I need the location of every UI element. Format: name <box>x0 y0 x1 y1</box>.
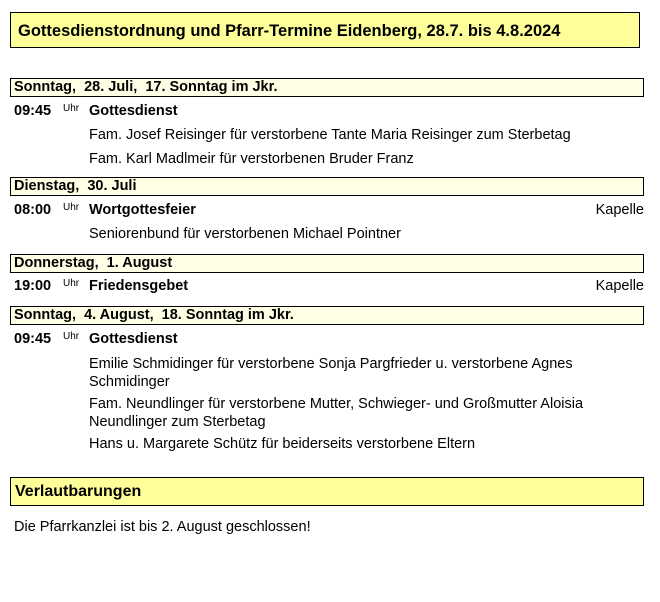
service-name: Gottesdienst <box>89 103 178 119</box>
mass-intention: Fam. Karl Madlmeir für verstorbenen Bruder Franz <box>89 151 414 167</box>
mass-intention: Fam. Neundlinger für verstorbene Mutter, Schwieger- und Großmutter Aloisia Neundlinger zum Sterbetag <box>89 396 584 430</box>
mass-intention: Hans u. Margarete Schütz für beiderseits verstorbene Eltern <box>89 436 476 452</box>
day-header-sonntag-4-august: Sonntag, 4. August, 18. Sonntag im Jkr. <box>10 306 644 325</box>
mass-intention: Fam. Josef Reisinger für verstorbene Tante Maria Reisinger zum Sterbetag <box>89 127 571 143</box>
uhr-label: Uhr <box>63 331 80 342</box>
service-location: Kapelle <box>595 278 644 294</box>
service-time: 09:45 <box>14 103 52 119</box>
mass-intention: Seniorenbund für verstorbenen Michael Pointner <box>89 226 401 242</box>
notice-text: Die Pfarrkanzlei ist bis 2. August geschlossen! <box>14 519 311 535</box>
notices-heading: Verlautbarungen <box>10 477 644 506</box>
service-name: Friedensgebet <box>89 278 189 294</box>
day-header-donnerstag-1-august: Donnerstag, 1. August <box>10 254 644 273</box>
service-name: Wortgottesfeier <box>89 202 196 218</box>
service-location: Kapelle <box>595 202 644 218</box>
day-header-sonntag-28-juli: Sonntag, 28. Juli, 17. Sonntag im Jkr. <box>10 78 644 97</box>
mass-intention: Emilie Schmidinger für verstorbene Sonja Pargfrieder u. verstorbene Agnes Schmidinger <box>89 356 573 390</box>
service-time: 09:45 <box>14 331 52 347</box>
service-name: Gottesdienst <box>89 331 178 347</box>
uhr-label: Uhr <box>63 278 80 289</box>
page-title: Gottesdienstordnung und Pfarr-Termine Eidenberg, 28.7. bis 4.8.2024 <box>10 12 640 48</box>
service-time: 08:00 <box>14 202 52 218</box>
uhr-label: Uhr <box>63 103 80 114</box>
service-time: 19:00 <box>14 278 52 294</box>
uhr-label: Uhr <box>63 202 80 213</box>
day-header-dienstag-30-juli: Dienstag, 30. Juli <box>10 177 644 196</box>
